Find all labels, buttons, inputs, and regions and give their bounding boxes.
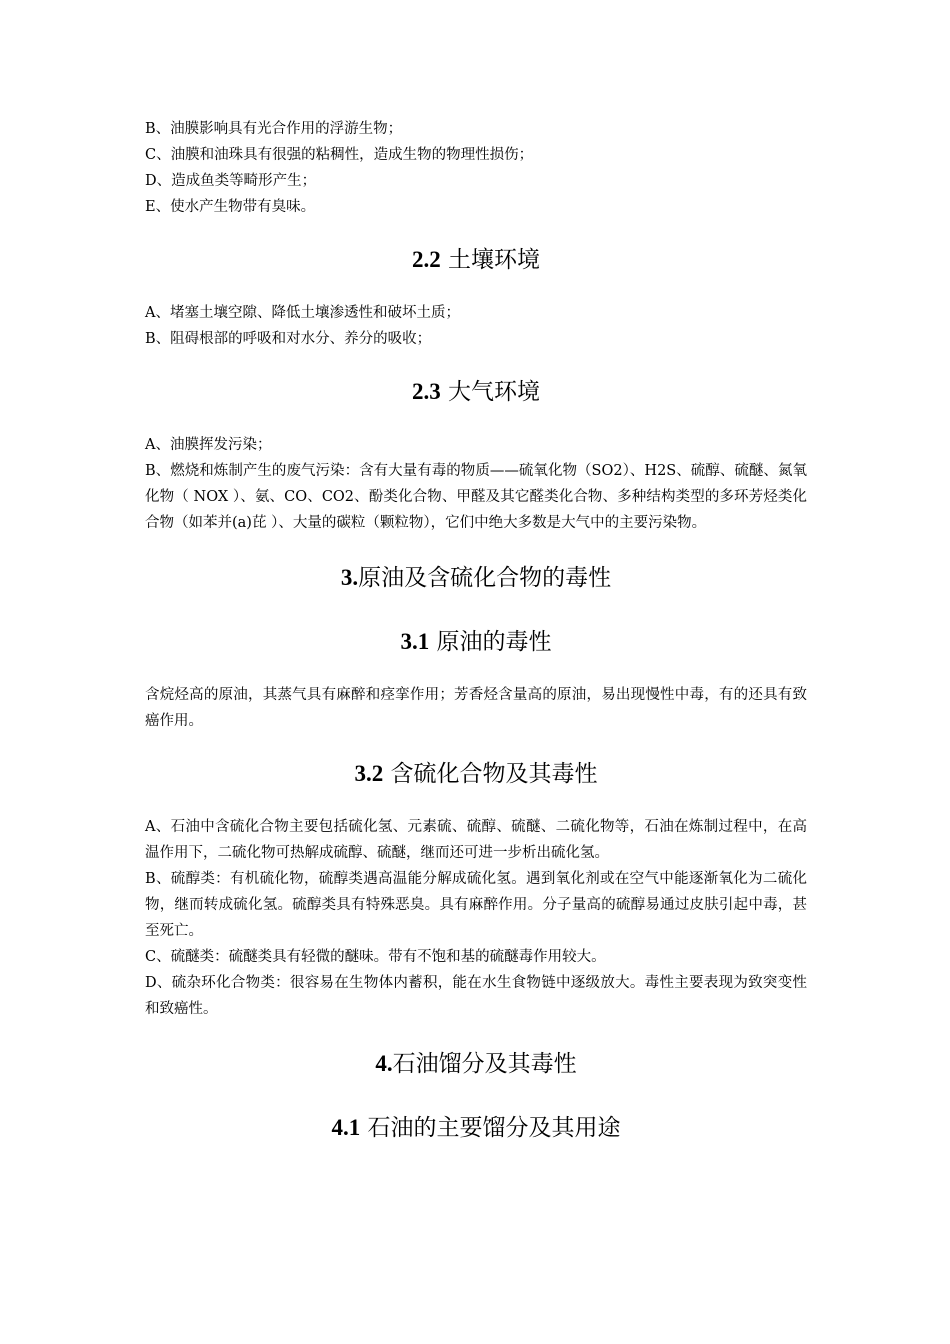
heading-2-3 [145, 376, 807, 408]
heading-text: 石油馏分及其毒性 [392, 1051, 577, 1077]
paragraph: C、硫醚类：硫醚类具有轻微的醚味。带有不饱和基的硫醚毒作用较大。 [145, 949, 606, 965]
heading-number: 3.2 [354, 761, 384, 786]
heading-4-1 [145, 1112, 807, 1144]
heading-number: 2.3 [411, 379, 441, 404]
paragraph: D、硫杂环化合物类：很容易在生物体内蓄积，能在水生食物链中逐级放大。毒性主要表现为致突变性和致癌性。 [145, 975, 807, 1017]
heading-text: 原油及含硫化合物的毒性 [358, 565, 612, 591]
heading-number: 2.2 [411, 247, 441, 272]
heading-2-2 [145, 244, 807, 276]
paragraph: B、燃烧和炼制产生的废气污染：含有大量有毒的物质——硫氧化物（SO2）、H2S、硫醇、硫醚、氮氧化物（ NOX ）、氨、CO、CO2、酚类化合物、甲醛及其它醛类化合物、多种结构类型的多环芳烃类化合物（如苯并(a)芘 ）、大量的碳粒（颗粒物），它们中绝大多数是大气中的主要污染物。 [145, 463, 807, 531]
heading-3-2 [145, 758, 807, 790]
paragraph: E、使水产生物带有臭味。 [145, 199, 316, 215]
paragraph: D、造成鱼类等畸形产生； [145, 173, 317, 189]
paragraph: C、油膜和油珠具有很强的粘稠性，造成生物的物理性损伤； [145, 147, 534, 163]
document-body [145, 116, 807, 1144]
heading-number: 4.1 [331, 1115, 361, 1140]
paragraph: 含烷烃高的原油，其蒸气具有麻醉和痉挛作用；芳香烃含量高的原油，易出现慢性中毒，有的还具有致癌作用。 [145, 687, 807, 729]
heading-text: 原油的毒性 [429, 629, 552, 655]
heading-3 [145, 562, 807, 594]
heading-text: 土壤环境 [440, 247, 541, 273]
heading-number: 3. [340, 565, 359, 590]
paragraph: B、阻碍根部的呼吸和对水分、养分的吸收； [145, 331, 432, 347]
heading-4 [145, 1048, 807, 1080]
heading-text: 石油的主要馏分及其用途 [360, 1115, 621, 1141]
heading-number: 4. [375, 1051, 393, 1076]
paragraph: B、硫醇类：有机硫化物，硫醇类遇高温能分解成硫化氢。遇到氧化剂或在空气中能逐渐氧化为二硫化物，继而转成硫化氢。硫醇类具有特殊恶臭。具有麻醉作用。分子量高的硫醇易通过皮肤引起中毒，甚至死亡。 [145, 871, 807, 939]
paragraph: A、石油中含硫化合物主要包括硫化氢、元素硫、硫醇、硫醚、二硫化物等，石油在炼制过程中，在高温作用下，二硫化物可热解成硫醇、硫醚，继而还可进一步析出硫化氢。 [145, 819, 807, 861]
heading-3-1 [145, 626, 807, 658]
heading-number: 3.1 [400, 629, 430, 654]
paragraph: A、油膜挥发污染； [145, 437, 272, 453]
paragraph: B、油膜影响具有光合作用的浮游生物； [145, 121, 403, 137]
heading-text: 大气环境 [440, 379, 541, 405]
heading-text: 含硫化合物及其毒性 [383, 761, 598, 787]
paragraph: A、堵塞土壤空隙、降低土壤渗透性和破坏土质； [145, 305, 460, 321]
